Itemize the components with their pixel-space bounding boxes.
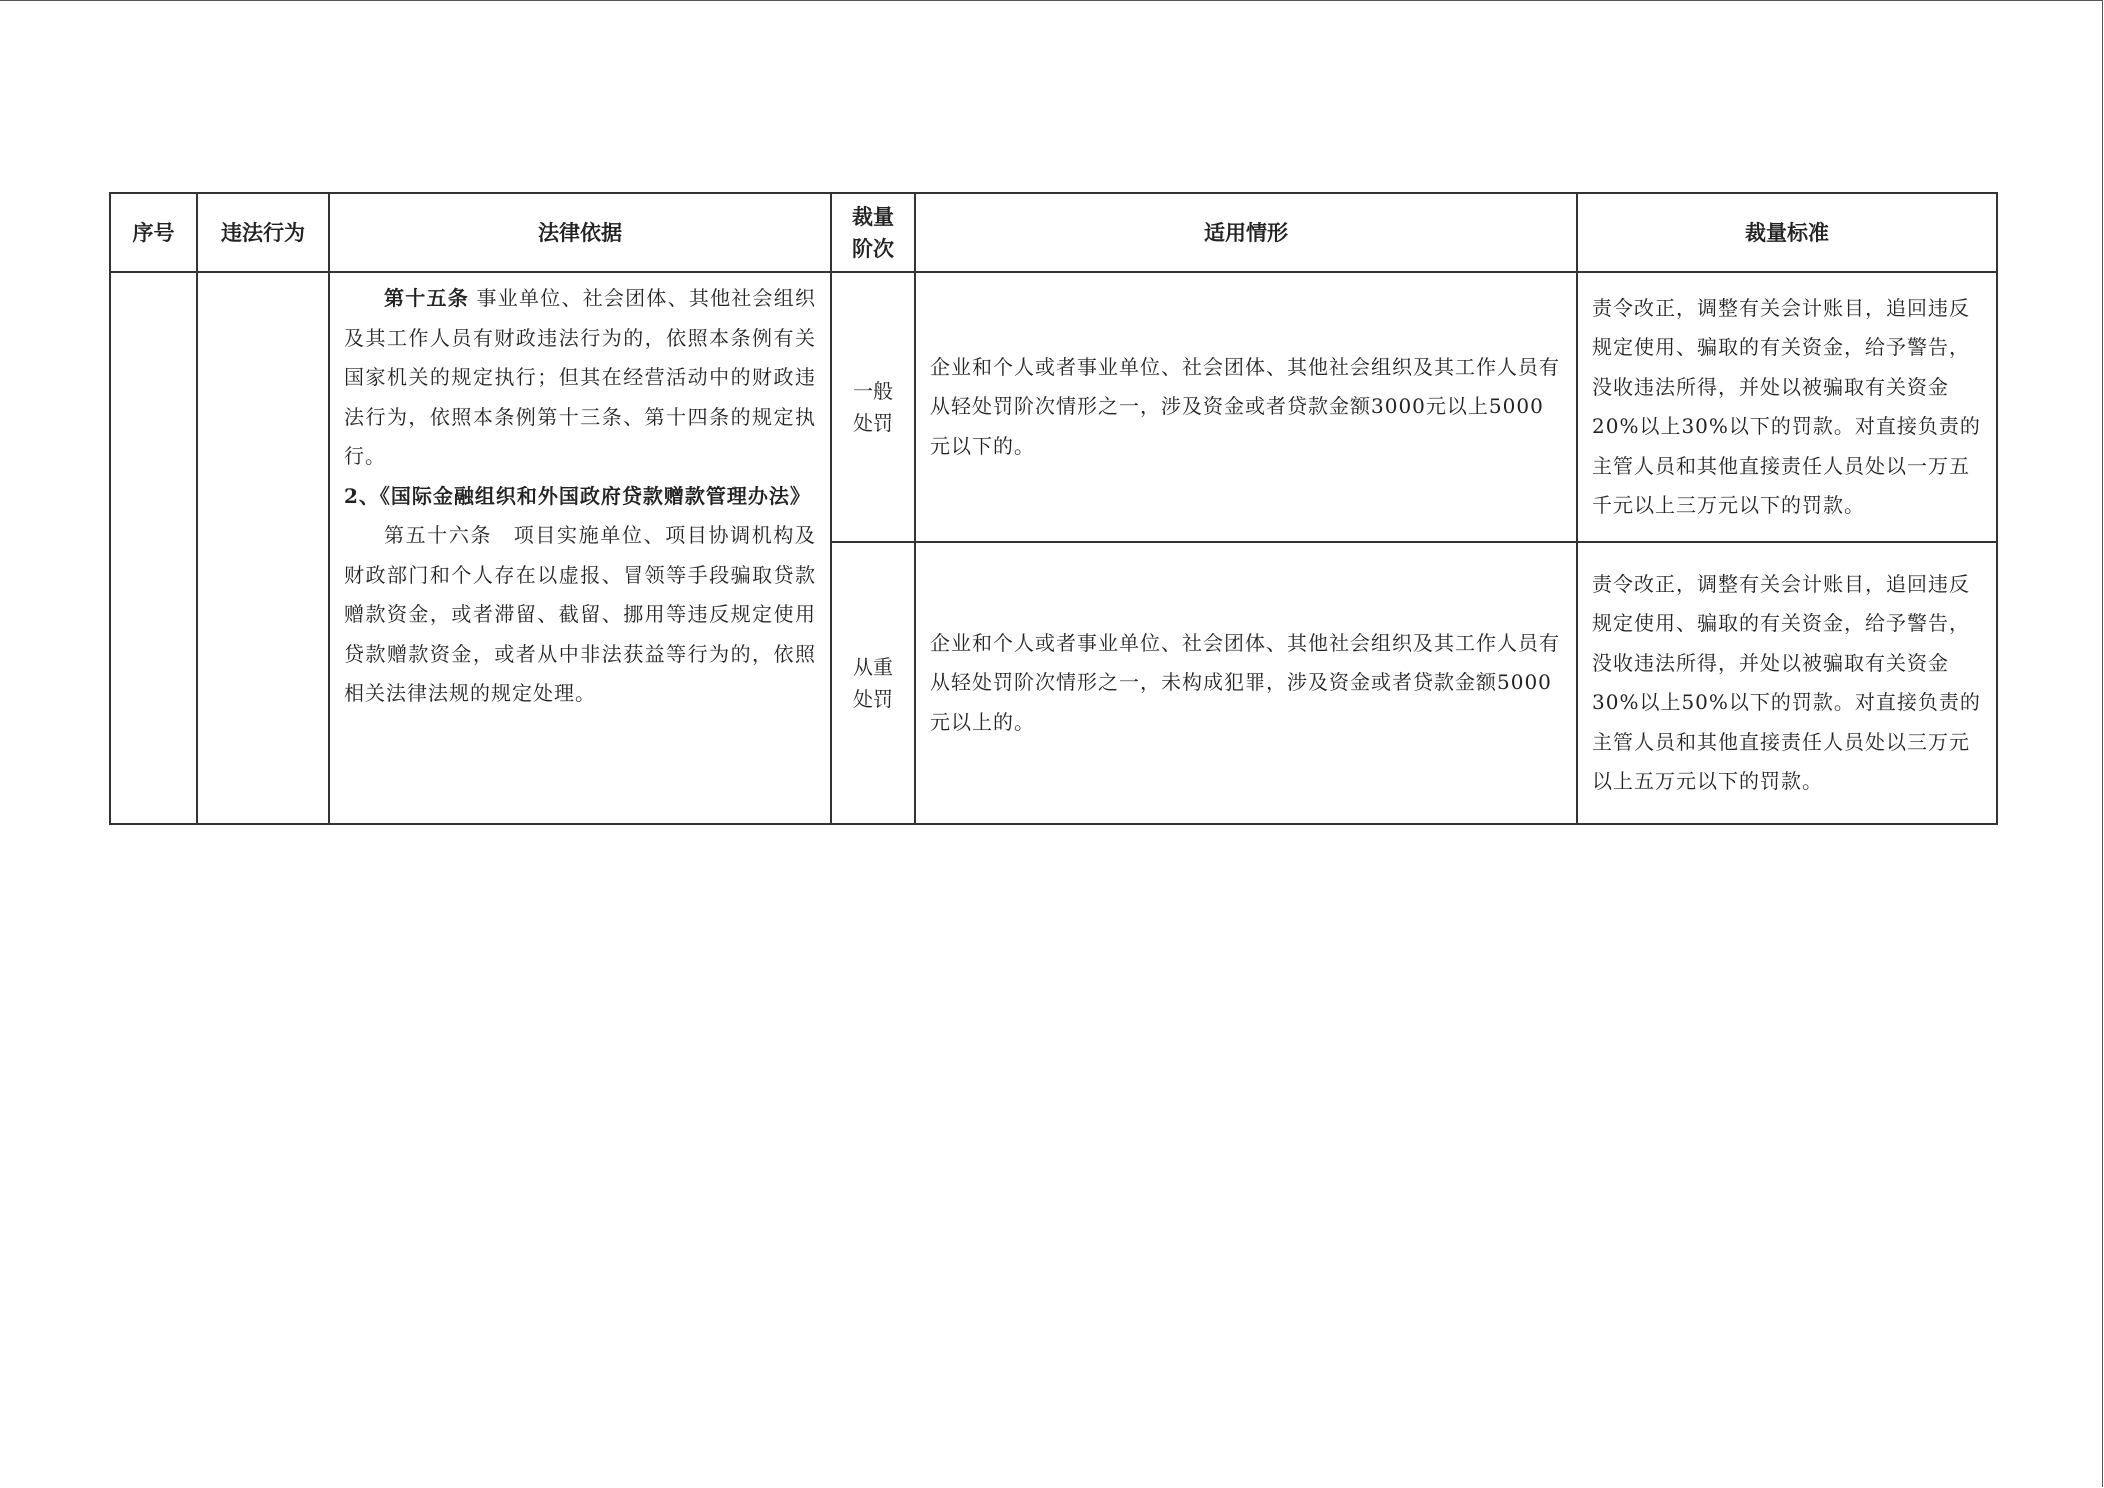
article-56-paragraph: 第五十六条 项目实施单位、项目协调机构及财政部门和个人存在以虚报、冒领等手段骗取贷款赠款资金，或者滞留、截留、挪用等违反规定使用贷款赠款资金，或者从中非法获益等行为的，依照相关法律法规的规定处理。 [344,523,816,705]
violation-cell [197,272,329,824]
standard-cell-general: 责令改正，调整有关会计账目，追回违反规定使用、骗取的有关资金，给予警告，没收违法所得，并处以被骗取有关资金20%以上30%以下的罚款。对直接负责的主管人员和其他直接责任人员处以一万五千元以上三万元以下的罚款。 [1577,272,1997,542]
level-general-text: 一般处罚 [853,379,893,435]
legal-basis-cell [329,272,831,824]
article-15-label: 第十五条 [384,286,469,310]
seq-cell [110,272,197,824]
regulation-title: 2、《国际金融组织和外国政府贷款赠款管理办法》 [344,483,811,508]
penalty-discretion-table [109,192,1998,825]
level-heavy-text: 从重处罚 [853,655,893,711]
header-violation: 违法行为 [197,193,329,272]
header-seq: 序号 [110,193,197,272]
article-15-paragraph [344,279,816,477]
standard-cell-heavy: 责令改正，调整有关会计账目，追回违反规定使用、骗取的有关资金，给予警告，没收违法所得，并处以被骗取有关资金30%以上50%以下的罚款。对直接负责的主管人员和其他直接责任人员处以三万元以上五万元以下的罚款。 [1577,542,1997,824]
header-level-text: 裁量阶次 [852,203,894,261]
header-legal-basis: 法律依据 [329,193,831,272]
scenario-cell-general: 企业和个人或者事业单位、社会团体、其他社会组织及其工作人员有从轻处罚阶次情形之一，涉及资金或者贷款金额3000元以上5000元以下的。 [915,272,1577,542]
article-15-text: 事业单位、社会团体、其他社会组织及其工作人员有财政违法行为的，依照本条例有关国家机关的规定执行；但其在经营活动中的财政违法行为，依照本条例第十三条、第十四条的规定执行。 [344,286,817,468]
header-level [831,193,915,272]
level-cell-general [831,272,915,542]
scenario-cell-heavy: 企业和个人或者事业单位、社会团体、其他社会组织及其工作人员有从轻处罚阶次情形之一，未构成犯罪，涉及资金或者贷款金额5000元以上的。 [915,542,1577,824]
header-scenario: 适用情形 [915,193,1577,272]
table-row [110,272,1997,542]
level-cell-heavy [831,542,915,824]
header-row [110,193,1997,272]
header-standard: 裁量标准 [1577,193,1997,272]
